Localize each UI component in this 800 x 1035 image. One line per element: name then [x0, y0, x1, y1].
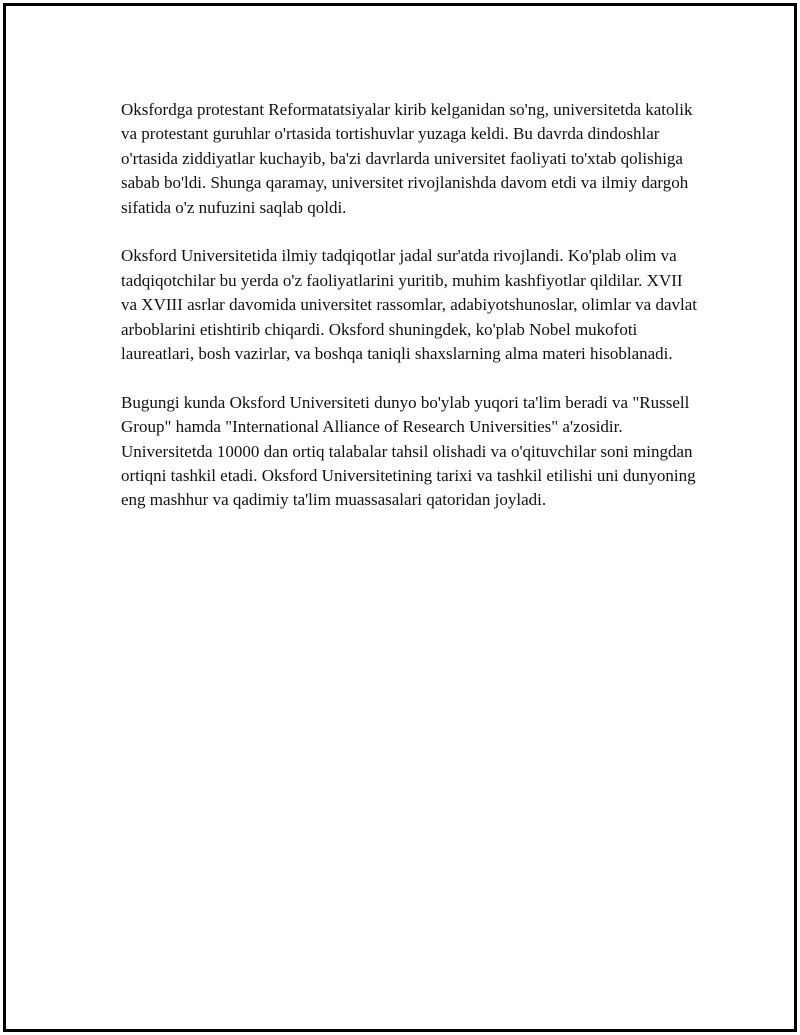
paragraph-reformation: Oksfordga protestant Reformatatsiyalar kirib kelganidan so'ng, universitetda katolik va protestant guruhlar o'rtasida tortishuvlar yuzaga keldi. Bu davrda dindoshlar o'rtasida ziddiyatlar kuchayib, ba'zi davrlarda universitet faoliyati to'xtab qolishiga sabab bo'ldi. Shunga qaramay, universitet rivojlanishda davom etdi va ilmiy dargoh sifatida o'z nufuzini saqlab qoldi. — [121, 100, 693, 217]
paragraph-today: Bugungi kunda Oksford Universiteti dunyo bo'ylab yuqori ta'lim beradi va "Russell Group" hamda "International Alliance of Research Universities" a'zosidir. Universitetda 10000 dan ortiq talabalar tahsil olishadi va o'qituvchilar soni mingdan ortiqni tashkil etadi. Oksford Universitetining tarixi va tashkil etilishi uni dunyoning eng mashhur va qadimiy ta'lim muassasalari qatoridan joyladi. — [121, 392, 696, 510]
page-frame — [3, 3, 797, 1032]
document-body — [121, 98, 701, 537]
paragraph-research: Oksford Universitetida ilmiy tadqiqotlar jadal sur'atda rivojlandi. Ko'plab olim va tadqiqotchilar bu yerda o'z faoliyatlarini yuritib, muhim kashfiyotlar qildilar. XVII va XVIII asrlar davomida universitet rassomlar, adabiyotshunoslar, olimlar va davlat arboblarini etishtirib chiqardi. Oksford shuningdek, ko'plab Nobel mukofoti laureatlari, bosh vazirlar, va boshqa taniqli shaxslarning alma materi hisoblanadi. — [121, 246, 697, 364]
